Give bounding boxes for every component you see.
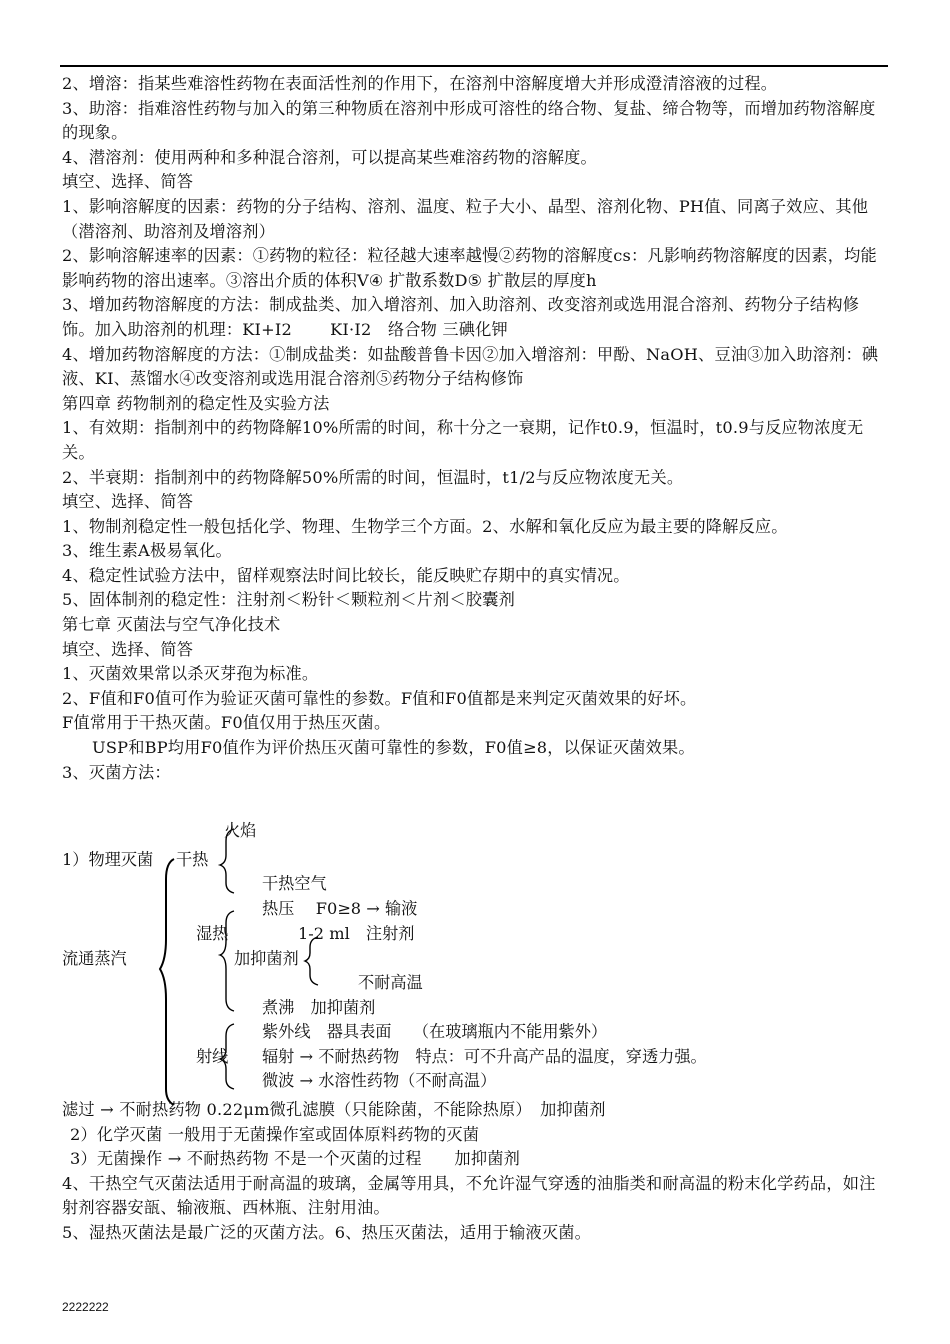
text-line: 4、潜溶剂：使用两种和多种混合溶剂，可以提高某些难溶药物的溶解度。 [62,147,597,167]
text-line: 2、F值和F0值可作为验证灭菌可靠性的参数。F值和F0值都是来判定灭菌效果的好坏。 [62,688,697,708]
text-line: 1、影响溶解度的因素：药物的分子结构、溶剂、温度、粒子大小、晶型、溶剂化物、PH值、同离子效应、其他（潜溶剂、助溶剂及增溶剂） [62,196,869,241]
tree-flowing-steam: 流通蒸汽 [62,949,127,968]
tree-physical: 1）物理灭菌 [62,850,154,869]
text-line: 2、增溶：指某些难溶性药物在表面活性剂的作用下，在溶剂中溶解度增大并形成澄清溶液的过程。 [62,74,778,93]
sterilization-tree [62,819,888,1105]
tree-uv: 紫外线 器具表面 （在玻璃瓶内不能用紫外） [262,1022,608,1041]
tree-hot-air: 干热空气 [262,874,327,893]
text-line: F值常用于干热灭菌。F0值仅用于热压灭菌。 [62,713,391,733]
tree-dry-heat: 干热 [176,850,209,869]
text-line: 1、有效期：指制剂中的药物降解10%所需的时间，称十分之一衰期，记作t0.9，恒温时，t0.9与反应物浓度无关。 [62,418,864,462]
text-line: 3、维生素A极易氧化。 [62,541,232,561]
tree-not-heat-resistant: 不耐高温 [358,973,423,992]
tree-fire: 火焰 [224,821,257,840]
section-label: 填空、选择、简答 [62,172,194,192]
section-label: 填空、选择、简答 [62,492,194,512]
text-line: 滤过 → 不耐热药物 0.22μm微孔滤膜（只能除菌，不能除热原） 加抑菌剂 [62,1100,606,1119]
tree-radiation: 射线 [196,1047,229,1066]
text-line: 2、半衰期：指制剂中的药物降解50%所需的时间，恒温时，t1/2与反应物浓度无关。 [62,467,684,487]
text-line: 3、增加药物溶解度的方法：制成盐类、加入增溶剂、加入助溶剂、改变溶剂或选用混合溶剂、药物分子结构修饰。加入助溶剂的机理：KI+I2 KI·I2 络合物 三碘化钾 [62,295,860,339]
tree-irradiation: 辐射 → 不耐热药物 特点：可不升高产品的温度，穿透力强。 [262,1047,707,1066]
tree-microwave: 微波 → 水溶性药物（不耐高温） [262,1071,497,1090]
page-footer: 2222222 [62,1300,109,1314]
text-line: 4、增加药物溶解度的方法：①制成盐类：如盐酸普鲁卡因②加入增溶剂：甲酚、NaOH、豆油③加入助溶剂：碘液、KI、蒸馏水④改变溶剂或选用混合溶剂⑤药物分子结构修饰 [62,344,879,389]
tree-bacteriostat: 加抑菌剂 [234,949,299,968]
text-line: 3）无菌操作 → 不耐热药物 不是一个灭菌的过程 加抑菌剂 [70,1149,520,1169]
text-line: 4、干热空气灭菌法适用于耐高温的玻璃，金属等用具，不允许湿气穿透的油脂类和耐高温的粉末化学药品，如注射剂容器安瓿、输液瓶、西林瓶、注射用油。 [62,1173,876,1218]
tree-ml: 1-2 ml 注射剂 [298,924,415,943]
section-label: 填空、选择、简答 [62,639,194,659]
text-line: 1、灭菌效果常以杀灭芽孢为标准。 [62,664,319,684]
text-line: USP和BP均用F0值作为评价热压灭菌可靠性的参数，F0值≥8，以保证灭菌效果。 [92,738,695,758]
chapter-heading: 第四章 药物制剂的稳定性及实验方法 [62,393,330,413]
text-line: 5、固体制剂的稳定性：注射剂＜粉针＜颗粒剂＜片剂＜胶囊剂 [62,590,515,610]
text-line: 1、物制剂稳定性一般包括化学、物理、生物学三个方面。2、水解和氧化反应为最主要的降解反应。 [62,516,788,536]
text-line: 3、灭菌方法： [62,762,171,782]
tree-autoclave: 热压 F0≥8 → 输液 [262,899,418,918]
tree-moist-heat: 湿热 [196,924,229,943]
document-body-bottom [62,1098,888,1246]
text-line: 2）化学灭菌 一般用于无菌操作室或固体原料药物的灭菌 [70,1124,480,1144]
chapter-heading: 第七章 灭菌法与空气净化技术 [62,615,281,635]
tree-boiling: 煮沸 加抑菌剂 [262,998,376,1017]
text-line: 4、稳定性试验方法中，留样观察法时间比较长，能反映贮存期中的真实情况。 [62,565,630,585]
text-line: 3、助溶：指难溶性药物与加入的第三种物质在溶剂中形成可溶性的络合物、复盐、缔合物等，而增加药物溶解度的现象。 [62,98,876,143]
document-body [62,72,888,785]
top-rule [60,65,888,67]
text-line: 5、湿热灭菌法是最广泛的灭菌方法。6、热压灭菌法，适用于输液灭菌。 [62,1222,592,1242]
text-line: 2、影响溶解速率的因素：①药物的粒径：粒径越大速率越慢②药物的溶解度cs：凡影响药物溶解度的因素，均能影响药物的溶出速率。③溶出介质的体积V④ 扩散系数D⑤ 扩散层的厚度h [62,246,877,290]
